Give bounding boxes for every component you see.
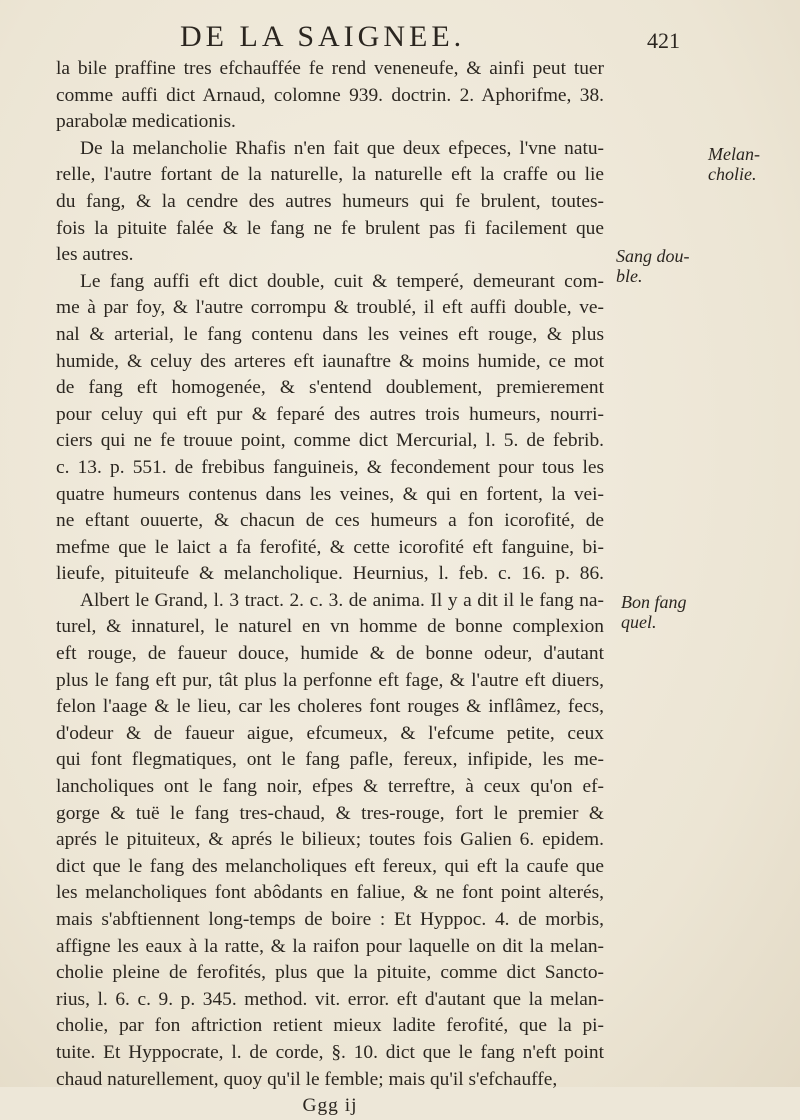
text-line: cholie pleine de ferofités, plus que la pituite, comme dict Sancto- [56, 962, 604, 984]
text-line: chaud naturellement, quoy qu'il le femble; mais qu'il s'efchauffe, [56, 1068, 558, 1090]
text-line: rius, l. 6. c. 9. p. 345. method. vit. error. eft d'autant que la melan- [56, 988, 604, 1010]
text-line: turel, & innaturel, le naturel en vn homme de bonne complexion [56, 616, 604, 638]
text-line: fois la pituite falée & le fang ne fe brulent pas fi facilement que [56, 217, 604, 239]
text-line: eft rouge, de faueur douce, humide & de bonne odeur, d'autant [56, 643, 604, 665]
text-line: cholie, par fon aftriction retient mieux ladite ferofité, que la pi- [56, 1015, 604, 1037]
text-line: ne eftant ouuerte, & chacun de ces humeurs a fon icorofité, de [56, 510, 604, 532]
text-line: les autres. [56, 244, 134, 266]
text-line: lancholiques ont le fang noir, efpes & terreftre, à ceux qu'on ef- [56, 776, 604, 798]
text-line: d'odeur & de faueur aigue, efcumeux, & l'efcume petite, ceux [56, 722, 604, 744]
text-line: plus le fang eft pur, tât plus la perfonne eft fage, & l'autre eft diuers, [56, 669, 604, 691]
text-line: me à par foy, & l'autre corrompu & troublé, il eft auffi double, ve- [56, 297, 604, 319]
text-line: mais s'abftiennent long-temps de boire : Et Hyppoc. 4. de morbis, [56, 909, 604, 930]
text-line: la bile praffine tres efchauffée fe rend veneneufe, & ainfi peut tuer [56, 58, 604, 79]
text-line: les melancholiques font abôdants en faliue, & ne font point alterés, [56, 882, 604, 904]
page-number: 421 [647, 28, 680, 53]
page-header [180, 20, 680, 60]
text-line: felon l'aage & le lieu, car les choleres font rouges & inflâmez, fecs, [56, 696, 604, 718]
text-line: humide, & celuy des arteres eft iaunaftre & moins humide, ce mot [56, 350, 604, 372]
text-line: c. 13. p. 551. de frebibus fanguineis, & fecondement pour tous les [56, 456, 604, 478]
text-line: De la melancholie Rhafis n'en fait que deux efpeces, l'vne natu- [80, 137, 604, 159]
margin-note-bon-sang: Bon fang quel. [621, 592, 687, 632]
running-head: DE LA SAIGNEE. [180, 20, 466, 53]
text-line: de fang eft homogenée, & s'entend doublement, premierement [56, 377, 604, 399]
text-line: aprés le pituiteux, & aprés le bilieux; toutes fois Galien 6. epidem. [56, 829, 604, 851]
margin-note-sang-double: Sang dou- ble. [616, 246, 690, 286]
text-line: parabolæ medicationis. [56, 111, 236, 133]
text-line: gorge & tuë le fang tres-chaud, & tres-rouge, fort le premier & [56, 802, 604, 824]
text-line: relle, l'autre fortant de la naturelle, la naturelle eft la craffe ou lie [56, 164, 604, 186]
body-text [56, 56, 604, 1120]
text-line: pour celuy qui eft pur & feparé des autres trois humeurs, nourri- [56, 403, 604, 425]
text-line: affigne les eaux à la ratte, & la raifon pour laquelle on dit la melan- [56, 935, 604, 957]
text-line: dict que le fang des melancholiques eft fereux, qui eft la caufe que [56, 855, 604, 877]
signature-mark: Ggg ij [302, 1095, 358, 1117]
text-line: Le fang auffi eft dict double, cuit & temperé, demeurant com- [80, 270, 604, 292]
text-line: mefme que le laict a fa ferofité, & cette icorofité eft fanguine, bi- [56, 536, 604, 558]
text-line: lieufe, pituiteufe & melancholique. Heurnius, l. feb. c. 16. p. 86. [56, 563, 604, 585]
text-line: quatre humeurs contenus dans les veines, & qui en fortent, la vei- [56, 483, 604, 505]
text-line: du fang, & la cendre des autres humeurs qui fe brulent, toutes- [56, 190, 604, 212]
text-line: Albert le Grand, l. 3 tract. 2. c. 3. de anima. Il y a dit il le fang na- [80, 589, 604, 611]
margin-note-melancholie: Melan- cholie. [708, 144, 760, 184]
text-line: nal & arterial, le fang contenu dans les veines eft rouge, & plus [56, 323, 604, 345]
text-line: comme auffi dict Arnaud, colomne 939. doctrin. 2. Aphorifme, 38. [56, 84, 604, 106]
text-line: ciers qui ne fe trouue point, comme dict Mercurial, l. 5. de febrib. [56, 430, 604, 452]
text-line: qui font flegmatiques, ont le fang pafle, fereux, infipide, les me- [56, 749, 604, 771]
text-line: tuite. Et Hyppocrate, l. de corde, §. 10. dict que le fang n'eft point [56, 1041, 604, 1063]
